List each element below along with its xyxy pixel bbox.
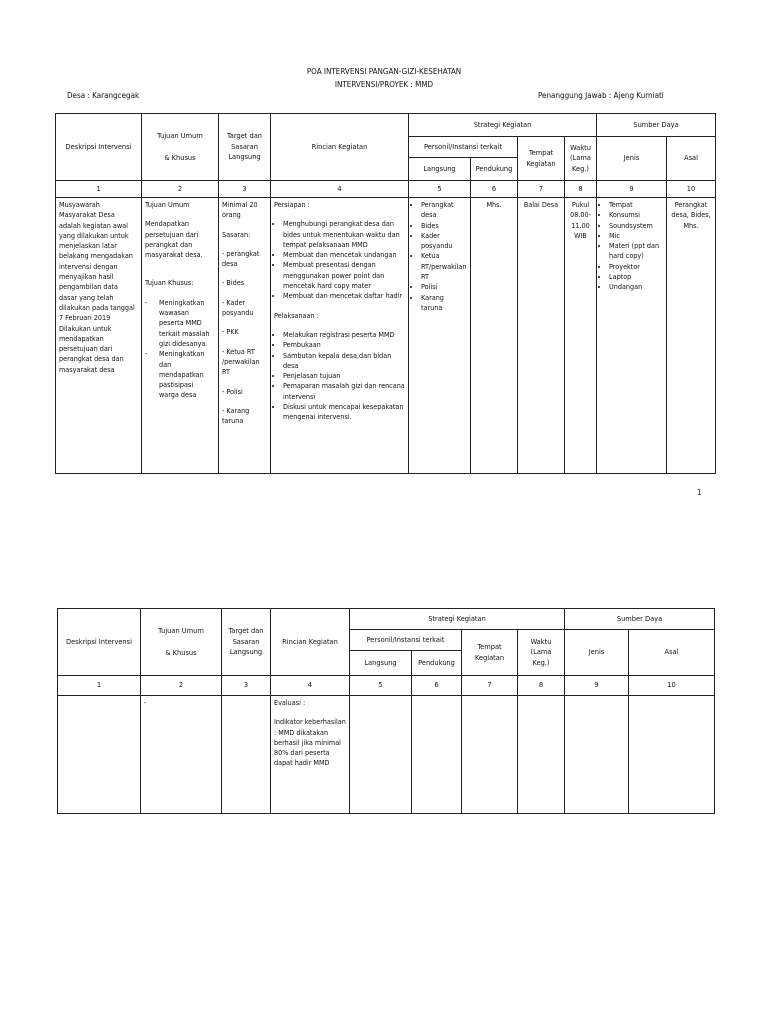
- pelaksanaan-list: [274, 330, 405, 423]
- pelaksanaan-item: • Penjelasan tujuan: [283, 371, 405, 381]
- deskripsi-cell: [58, 696, 141, 814]
- desa-label: Desa : Karangcegak: [67, 91, 140, 100]
- header-sumber-daya: Sumber Daya: [597, 114, 716, 137]
- persiapan-item: • Menghubungi perangkat desa dan bides untuk menentukan waktu dan tempat pelaksanaan MMD: [283, 219, 405, 250]
- col-number: 4: [271, 181, 409, 198]
- tujuan-cell: [142, 198, 219, 474]
- langsung-item: • Polisi: [421, 282, 467, 292]
- header-jenis: Jenis: [597, 137, 667, 181]
- header-deskripsi: Deskripsi Intervensi: [58, 609, 141, 676]
- target-minimal: Minimal 20 orang: [222, 200, 258, 220]
- persiapan-list: [274, 219, 405, 301]
- col-number: 2: [141, 676, 222, 696]
- header-pendukung: Pendukung: [471, 158, 518, 181]
- poa-table-page1: [55, 113, 716, 474]
- header-tujuan-umum: Tujuan Umum: [157, 130, 203, 140]
- header-rincian: Rincian Kegiatan: [271, 114, 409, 181]
- header-jenis: Jenis: [565, 630, 629, 676]
- persiapan-item: • Membuat presentasi dengan menggunakan power point dan mencetak hard copy mater: [283, 260, 405, 291]
- persiapan-item: • Membuat dan mencetak daftar hadir: [283, 291, 405, 301]
- sasaran-item: - Ketua RT /perwakilan RT: [222, 346, 260, 377]
- pelaksanaan-item: • Pembukaan: [283, 340, 405, 350]
- header-strategi: Strategi Kegiatan: [409, 114, 597, 137]
- tujuan-khusus-text: Meningkatkan dan mendapatkan pastisipasi warga desa: [159, 349, 205, 400]
- tujuan-umum-label: Tujuan Umum: [145, 200, 190, 209]
- col-number: 9: [565, 676, 629, 696]
- tujuan-cell: -: [141, 696, 222, 814]
- page-number: 1: [697, 488, 702, 497]
- tempat-cell: [462, 696, 518, 814]
- col-number: 9: [597, 181, 667, 198]
- langsung-item: • Kader posyandu: [421, 231, 467, 252]
- header-tujuan-khusus: & Khusus: [164, 153, 196, 162]
- header-tempat: Tempat Kegiatan: [462, 630, 518, 676]
- langsung-list: [412, 200, 467, 313]
- header-sumber-daya: Sumber Daya: [565, 609, 715, 630]
- langsung-item: • Bides: [421, 221, 467, 231]
- langsung-item: • Perangkat desa: [421, 200, 467, 221]
- col-number: 1: [58, 676, 141, 696]
- pendukung-cell: Mhs.: [471, 198, 518, 474]
- langsung-cell: [350, 696, 412, 814]
- sasaran-item: - Bides: [222, 278, 245, 288]
- rincian-cell: [271, 198, 409, 474]
- header-tempat: Tempat Kegiatan: [518, 137, 565, 181]
- col-number: 6: [471, 181, 518, 198]
- tempat-cell: Balai Desa: [518, 198, 565, 474]
- persiapan-item: • Membuat dan mencetak undangan: [283, 250, 405, 260]
- col-number: 3: [219, 181, 271, 198]
- header-personil: Personil/Instansi terkait: [409, 137, 518, 158]
- pelaksanaan-item: • Sambutan kepala desa,dan bidan desa: [283, 351, 405, 372]
- document-title: POA INTERVENSI PANGAN-GIZI-KESEHATAN: [306, 67, 462, 76]
- header-rincian: Rincian Kegiatan: [271, 609, 350, 676]
- col-number: 3: [222, 676, 271, 696]
- col-number: 10: [629, 676, 715, 696]
- col-number: 10: [667, 181, 716, 198]
- jenis-item: • Tempat: [609, 200, 663, 210]
- header-asal: Asal: [629, 630, 715, 676]
- persiapan-label: Persiapan :: [274, 200, 310, 209]
- sasaran-item: - Karang taruna: [222, 405, 250, 426]
- langsung-item: • Karang taruna: [421, 293, 467, 314]
- sasaran-label: Sasaran:: [222, 229, 251, 239]
- header-tujuan: [142, 114, 219, 181]
- header-asal: Asal: [667, 137, 716, 181]
- jenis-item: • Laptop: [609, 272, 663, 282]
- penanggung-jawab-label: Penanggung Jawab : Ajeng Kurniati: [538, 91, 664, 100]
- header-waktu: Waktu (Lama Keg.): [565, 137, 597, 181]
- jenis-item: • Undangan: [609, 282, 663, 292]
- tujuan-umum-text: Mendapatkan persetujuan dari perangkat dan masyarakat desa.: [145, 219, 203, 260]
- col-number: 1: [56, 181, 142, 198]
- col-number: 5: [409, 181, 471, 198]
- header-tujuan-umum: Tujuan Umum: [158, 625, 204, 635]
- jenis-item: • Mic: [609, 231, 663, 241]
- jenis-list: [600, 200, 663, 293]
- waktu-cell: [518, 696, 565, 814]
- poa-table-page2: [57, 608, 715, 814]
- header-strategi: Strategi Kegiatan: [350, 609, 565, 630]
- indikator-text: Indikator keberhasilan : MMD dikatakan berhasil jika minimal 80% dari peserta dapat hadir MMD: [274, 717, 346, 768]
- col-number: 6: [412, 676, 462, 696]
- tujuan-khusus-text: Meningkatkan wawasan peserta MMD terkait masalah gizi didesanya.: [159, 297, 210, 348]
- jenis-item: • Konsumsi: [609, 210, 663, 220]
- langsung-cell: [409, 198, 471, 474]
- jenis-cell: [597, 198, 667, 474]
- header-target: Target dan Sasaran Langsung: [219, 114, 271, 181]
- jenis-item: • Proyektor: [609, 262, 663, 272]
- target-cell: [222, 696, 271, 814]
- pelaksanaan-item: • Diskusi untuk mencapai kesepakatan mengenai intervensi.: [283, 402, 405, 423]
- col-number: 8: [565, 181, 597, 198]
- pelaksanaan-item: • Melakukan registrasi peserta MMD: [283, 330, 405, 340]
- col-number: 4: [271, 676, 350, 696]
- header-langsung: Langsung: [409, 158, 471, 181]
- col-number: 7: [462, 676, 518, 696]
- jenis-cell: [565, 696, 629, 814]
- deskripsi-cell: Musyawarah Masyarakat Desa adalah kegiatan awal yang dilakukan untuk menjelaskan latar belakang mengadakan intervensi dengan menyajikan hasil pengambilan data dasar yang telah dilakukan pada tanggal 7 Februari 2019 Dilakukan untuk mendapatkan persetujuan dari perangkat desa dan masyarakat desa: [56, 198, 142, 474]
- col-number: 7: [518, 181, 565, 198]
- target-cell: [219, 198, 271, 474]
- langsung-item: • Ketua RT/perwakilan RT: [421, 251, 467, 282]
- asal-cell: Perangkat desa, Bides, Mhs.: [667, 198, 716, 474]
- tujuan-khusus-label: Tujuan Khusus:: [145, 278, 194, 288]
- col-number: 8: [518, 676, 565, 696]
- header-tujuan-khusus: & Khusus: [165, 648, 197, 657]
- pelaksanaan-item: • Pemaparan masalah gizi dan rencana intervensi: [283, 381, 405, 402]
- sasaran-item: - Kader posyandu: [222, 297, 254, 318]
- header-tujuan: [141, 609, 222, 676]
- col-number: 2: [142, 181, 219, 198]
- header-target: Target dan Sasaran Langsung: [222, 609, 271, 676]
- project-subtitle: INTERVENSI/PROYEK : MMD: [334, 80, 434, 89]
- waktu-cell: Pukul 08.00-11.00 WIB: [565, 198, 597, 474]
- asal-cell: [629, 696, 715, 814]
- pendukung-cell: [412, 696, 462, 814]
- tujuan-khusus-item: - Meningkatkan wawasan peserta MMD terkait masalah gizi didesanya.: [145, 298, 215, 349]
- header-personil: Personil/Instansi terkait: [350, 630, 462, 651]
- sasaran-item: - Polisi: [222, 386, 243, 396]
- pelaksanaan-label: Pelaksanaan :: [274, 310, 319, 320]
- col-number: 5: [350, 676, 412, 696]
- jenis-item: • Soundsystem: [609, 221, 663, 231]
- sasaran-item: - PKK: [222, 327, 239, 337]
- header-langsung: Langsung: [350, 651, 412, 676]
- evaluasi-label: Evaluasi :: [274, 698, 306, 707]
- header-pendukung: Pendukung: [412, 651, 462, 676]
- header-waktu: Waktu (Lama Keg.): [518, 630, 565, 676]
- header-deskripsi: Deskripsi Intervensi: [56, 114, 142, 181]
- tujuan-khusus-item: - Meningkatkan dan mendapatkan pastisipasi warga desa: [145, 349, 215, 400]
- sasaran-item: - perangkat desa: [222, 248, 260, 269]
- jenis-item: • Materi (ppt dan hard copy): [609, 241, 663, 262]
- rincian-cell: [271, 696, 350, 814]
